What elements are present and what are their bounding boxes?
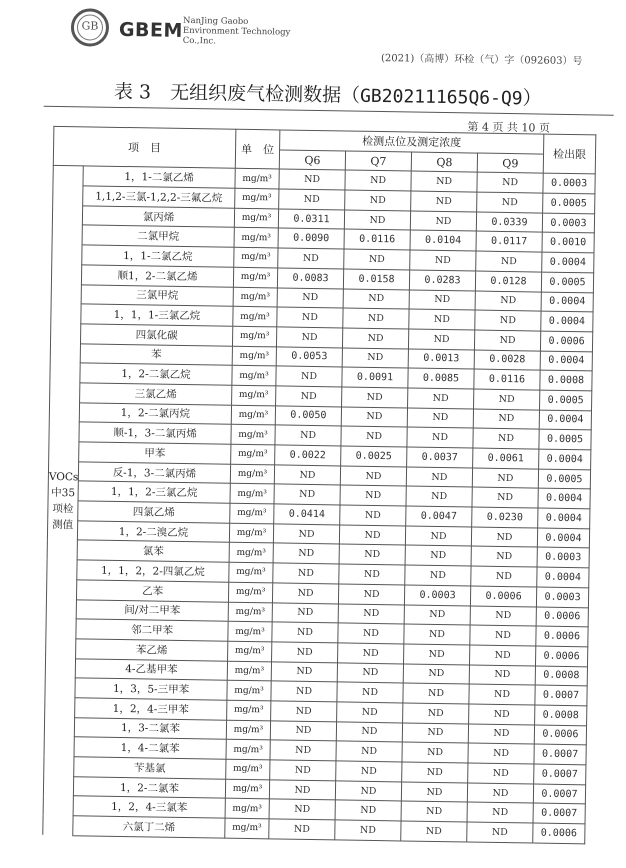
value-q8: ND: [408, 329, 474, 350]
value-q7: ND: [341, 426, 407, 447]
value-q8: ND: [407, 408, 473, 429]
value-q9: 0.0339: [476, 212, 542, 233]
detection-limit: 0.0005: [540, 390, 592, 411]
value-q8: ND: [401, 782, 467, 803]
value-q7: ND: [337, 702, 403, 723]
value-q6: ND: [269, 799, 335, 820]
value-q8: ND: [402, 762, 468, 783]
compound-name: 顺-1，3-二氯丙烯: [79, 422, 231, 444]
unit-cell: mg/m³: [234, 247, 278, 267]
value-q8: ND: [409, 309, 475, 330]
compound-name: 四氯化碳: [80, 324, 232, 346]
value-q9: ND: [472, 468, 538, 489]
value-q7: 0.0025: [341, 446, 407, 467]
value-q9: ND: [468, 743, 534, 764]
group-label-line: VOCs: [48, 470, 79, 484]
value-q8: ND: [405, 565, 471, 586]
value-q7: ND: [342, 348, 408, 369]
value-q9: ND: [468, 724, 534, 745]
logo-inner-mark: GB: [77, 14, 103, 40]
compound-name: 1，1，2-三氯乙烷: [78, 481, 230, 503]
unit-cell: mg/m³: [229, 543, 273, 563]
unit-cell: mg/m³: [231, 405, 275, 425]
value-q6: ND: [273, 563, 339, 584]
unit-cell: mg/m³: [232, 346, 276, 366]
title-prefix: 表 3 无组织废气检测数据（: [113, 80, 361, 107]
detection-limit: 0.0006: [536, 626, 588, 647]
value-q8: ND: [406, 467, 472, 488]
compound-name: 三氯乙烯: [80, 383, 232, 405]
value-q6: ND: [270, 721, 336, 742]
value-q6: ND: [276, 386, 342, 407]
unit-cell: mg/m³: [232, 365, 276, 385]
detection-limit: 0.0005: [543, 193, 595, 214]
unit-cell: mg/m³: [234, 208, 278, 228]
detection-limit: 0.0004: [541, 311, 593, 332]
compound-name: 1，2-二氯苯: [73, 776, 225, 798]
value-q6: ND: [276, 327, 342, 348]
value-q8: ND: [403, 683, 469, 704]
unit-cell: mg/m³: [229, 523, 273, 543]
unit-cell: mg/m³: [229, 562, 273, 582]
detection-limit: 0.0007: [533, 784, 585, 805]
company-line: NanJing Gaobo: [182, 15, 249, 27]
header-item: 项 目: [53, 126, 236, 168]
value-q8: 0.0283: [409, 270, 475, 291]
value-q8: 0.0037: [407, 447, 473, 468]
value-q8: ND: [405, 526, 471, 547]
detection-limit: 0.0006: [540, 331, 592, 352]
detection-limit: 0.0008: [535, 705, 587, 726]
value-q7: ND: [337, 662, 403, 683]
detection-limit: 0.0005: [538, 469, 590, 490]
value-q8: 0.0104: [410, 230, 476, 251]
value-q9: ND: [467, 822, 533, 843]
value-q9: ND: [470, 606, 536, 627]
unit-cell: mg/m³: [232, 326, 276, 346]
detection-limit: 0.0003: [542, 213, 594, 234]
value-q6: ND: [273, 543, 339, 564]
value-q9: 0.0006: [470, 586, 536, 607]
value-q9: ND: [471, 527, 537, 548]
value-q8: 0.0003: [404, 585, 470, 606]
value-q6: 0.0414: [274, 504, 340, 525]
value-q6: 0.0311: [278, 209, 344, 230]
detection-limit: 0.0004: [541, 292, 593, 313]
unit-cell: mg/m³: [225, 818, 269, 838]
compound-name: 1，4-二氯苯: [74, 737, 226, 759]
value-q6: ND: [279, 169, 345, 190]
unit-cell: mg/m³: [233, 267, 277, 287]
company-line: Environment Technology: [182, 25, 291, 38]
value-q9: ND: [477, 172, 543, 193]
value-q8: ND: [401, 821, 467, 842]
detection-limit: 0.0004: [537, 567, 589, 588]
value-q6: 0.0090: [278, 228, 344, 249]
value-q7: ND: [338, 623, 404, 644]
value-q8: ND: [404, 624, 470, 645]
value-q8: 0.0085: [408, 368, 474, 389]
value-q6: 0.0053: [276, 346, 342, 367]
value-q6: ND: [270, 760, 336, 781]
compound-name: 1，2，4-三甲苯: [75, 698, 227, 720]
unit-cell: mg/m³: [231, 425, 275, 445]
value-q7: ND: [344, 249, 410, 270]
value-q7: ND: [335, 781, 401, 802]
value-q8: ND: [410, 250, 476, 271]
unit-cell: mg/m³: [228, 602, 272, 622]
compound-name: 1，2-二氯乙烷: [80, 363, 232, 385]
value-q9: ND: [471, 566, 537, 587]
value-q7: ND: [338, 643, 404, 664]
value-q7: ND: [345, 170, 411, 191]
company-name: [183, 16, 291, 48]
table-title: [114, 77, 542, 111]
value-q9: ND: [467, 802, 533, 823]
unit-cell: mg/m³: [225, 779, 269, 799]
company-line: Co.,Inc.: [182, 35, 217, 47]
detection-limit: 0.0006: [535, 646, 587, 667]
compound-name: 1，3-二氯苯: [74, 717, 226, 739]
value-q7: ND: [338, 584, 404, 605]
value-q9: ND: [475, 291, 541, 312]
unit-cell: mg/m³: [233, 287, 277, 307]
brand-name: GBEM: [118, 18, 184, 42]
value-q7: ND: [339, 564, 405, 585]
value-q9: 0.0230: [472, 507, 538, 528]
value-q9: ND: [469, 704, 535, 725]
compound-name: 乙苯: [76, 580, 228, 602]
compound-name: 1，2-二氯丙烷: [79, 402, 231, 424]
value-q6: ND: [273, 524, 339, 545]
compound-name: 氯苯: [77, 540, 229, 562]
unit-cell: mg/m³: [228, 621, 272, 641]
value-q8: ND: [402, 723, 468, 744]
value-q6: ND: [272, 622, 338, 643]
value-q9: ND: [467, 783, 533, 804]
compound-name: 苯乙烯: [76, 639, 228, 661]
value-q7: ND: [336, 722, 402, 743]
detection-limit: 0.0004: [539, 449, 591, 470]
company-seal-logo-icon: [71, 8, 110, 47]
value-q6: 0.0083: [277, 268, 343, 289]
value-q7: 0.0158: [343, 269, 409, 290]
letterhead: [71, 6, 612, 68]
unit-cell: mg/m³: [232, 385, 276, 405]
unit-cell: mg/m³: [230, 464, 274, 484]
detection-limit: 0.0003: [537, 547, 589, 568]
value-q9: ND: [472, 487, 538, 508]
detection-limit: 0.0007: [534, 744, 586, 765]
value-q8: ND: [404, 604, 470, 625]
detection-limit: 0.0007: [535, 685, 587, 706]
compound-name: 三氯甲烷: [81, 284, 233, 306]
value-q9: 0.0116: [474, 369, 540, 390]
header-unit: 单 位: [235, 129, 280, 169]
detection-limit: 0.0004: [542, 252, 594, 273]
compound-name: 反-1，3-二氯丙烯: [78, 462, 230, 484]
value-q7: ND: [336, 741, 402, 762]
compound-name: 1，2，4-三氯苯: [73, 796, 225, 818]
value-q9: ND: [469, 684, 535, 705]
detection-limit: 0.0005: [539, 429, 591, 450]
unit-cell: mg/m³: [226, 759, 270, 779]
value-q9: ND: [474, 389, 540, 410]
unit-cell: mg/m³: [227, 700, 271, 720]
value-q7: ND: [337, 682, 403, 703]
header-point-q6: Q6: [279, 150, 345, 171]
unit-cell: mg/m³: [228, 641, 272, 661]
unit-cell: mg/m³: [230, 503, 274, 523]
compound-name: 间/对二甲苯: [76, 599, 228, 621]
unit-cell: mg/m³: [234, 228, 278, 248]
unit-cell: mg/m³: [227, 680, 271, 700]
compound-name: 1，3，5-三甲苯: [75, 678, 227, 700]
header-limit: 检出限: [543, 134, 596, 174]
value-q8: ND: [403, 664, 469, 685]
value-q9: ND: [468, 763, 534, 784]
value-q7: 0.0091: [342, 367, 408, 388]
value-q8: ND: [404, 644, 470, 665]
detection-limit: 0.0004: [538, 488, 590, 509]
value-q7: ND: [341, 407, 407, 428]
value-q8: 0.0013: [408, 349, 474, 370]
compound-name: 1，1，2，2-四氯乙烷: [77, 560, 229, 582]
value-q7: ND: [336, 761, 402, 782]
voc-data-table: [42, 126, 596, 844]
detection-limit: 0.0003: [536, 587, 588, 608]
value-q8: ND: [405, 545, 471, 566]
compound-name: 1，1，1-三氯乙烷: [81, 304, 233, 326]
compound-name: 1，2-二溴乙烷: [77, 521, 229, 543]
value-q7: ND: [340, 505, 406, 526]
value-q6: ND: [272, 583, 338, 604]
unit-cell: mg/m³: [225, 799, 269, 819]
detection-limit: 0.0004: [540, 351, 592, 372]
unit-cell: mg/m³: [233, 306, 277, 326]
value-q7: ND: [335, 820, 401, 841]
detection-limit: 0.0005: [541, 272, 593, 293]
compound-name: 甲苯: [79, 442, 231, 464]
detection-limit: 0.0010: [542, 233, 594, 254]
value-q9: 0.0117: [476, 231, 542, 252]
detection-limit: 0.0003: [543, 173, 595, 194]
value-q6: 0.0022: [275, 445, 341, 466]
value-q9: ND: [469, 665, 535, 686]
unit-cell: mg/m³: [235, 188, 279, 208]
compound-name: 六氯丁二烯: [73, 816, 225, 838]
title-suffix: ）: [522, 87, 542, 110]
value-q7: ND: [335, 800, 401, 821]
compound-name: 四氯乙烯: [78, 501, 230, 523]
value-q9: ND: [475, 310, 541, 331]
header-point-q8: Q8: [411, 152, 477, 173]
unit-cell: mg/m³: [228, 582, 272, 602]
value-q7: ND: [339, 544, 405, 565]
detection-limit: 0.0008: [540, 370, 592, 391]
value-q8: ND: [410, 211, 476, 232]
detection-limit: 0.0007: [533, 803, 585, 824]
value-q6: ND: [277, 287, 343, 308]
value-q6: ND: [274, 465, 340, 486]
detection-limit: 0.0004: [538, 508, 590, 529]
group-label-line: 中35: [51, 486, 76, 500]
value-q7: ND: [342, 328, 408, 349]
header-points-group: 检测点位及测定浓度: [280, 130, 544, 154]
value-q6: ND: [277, 307, 343, 328]
value-q7: ND: [343, 288, 409, 309]
detection-limit: 0.0008: [535, 666, 587, 687]
value-q9: ND: [473, 428, 539, 449]
compound-name: 苄基氯: [74, 757, 226, 779]
value-q6: ND: [272, 602, 338, 623]
detection-limit: 0.0004: [537, 528, 589, 549]
group-label-line: 测值: [52, 518, 74, 532]
value-q9: ND: [476, 251, 542, 272]
table-body: [43, 166, 595, 844]
value-q7: ND: [345, 190, 411, 211]
value-q6: ND: [272, 642, 338, 663]
compound-name: 1，1-二氯乙烷: [82, 245, 234, 267]
value-q7: ND: [343, 308, 409, 329]
compound-name: 苯: [80, 343, 232, 365]
value-q6: ND: [269, 819, 335, 840]
report-code: GB20211165Q6-Q9: [359, 85, 523, 110]
compound-name: 1,1,2-三氯-1,2,2-三氟乙烷: [83, 186, 235, 208]
group-label-line: 项检: [52, 502, 74, 516]
value-q6: ND: [271, 661, 337, 682]
value-q8: ND: [403, 703, 469, 724]
compound-name: 4-乙基甲苯: [75, 658, 227, 680]
value-q8: ND: [401, 801, 467, 822]
value-q6: ND: [271, 701, 337, 722]
value-q6: ND: [275, 425, 341, 446]
unit-cell: mg/m³: [231, 444, 275, 464]
value-q6: ND: [279, 189, 345, 210]
value-q7: ND: [344, 210, 410, 231]
compound-name: 邻二甲苯: [76, 619, 228, 641]
value-q9: 0.0028: [474, 350, 540, 371]
document-number: (2021)（高博）环检（气）字（092603）号: [380, 53, 583, 68]
value-q8: 0.0047: [406, 506, 472, 527]
unit-cell: mg/m³: [226, 739, 270, 759]
value-q7: ND: [340, 466, 406, 487]
value-q6: ND: [271, 681, 337, 702]
value-q6: ND: [270, 740, 336, 761]
value-q7: ND: [338, 603, 404, 624]
unit-cell: mg/m³: [235, 169, 279, 189]
value-q8: ND: [408, 388, 474, 409]
value-q8: ND: [402, 742, 468, 763]
value-q8: ND: [409, 290, 475, 311]
compound-name: 氯丙烯: [82, 206, 234, 228]
detection-limit: 0.0006: [533, 823, 585, 844]
value-q9: ND: [477, 192, 543, 213]
value-q8: ND: [411, 171, 477, 192]
header-point-q9: Q9: [477, 153, 543, 174]
header-point-q7: Q7: [345, 151, 411, 172]
detection-limit: 0.0006: [534, 725, 586, 746]
compound-name: 顺1，2-二氯乙烯: [81, 265, 233, 287]
value-q8: ND: [411, 191, 477, 212]
value-q8: ND: [407, 427, 473, 448]
value-q9: ND: [474, 330, 540, 351]
unit-cell: mg/m³: [226, 720, 270, 740]
detection-limit: 0.0006: [536, 607, 588, 628]
value-q9: ND: [471, 546, 537, 567]
page-info: 第 4 页 共 10 页: [467, 120, 551, 135]
compound-name: 二氯甲烷: [82, 225, 234, 247]
value-q9: 0.0128: [475, 271, 541, 292]
value-q9: ND: [473, 409, 539, 430]
detection-limit: 0.0004: [539, 410, 591, 431]
detection-limit: 0.0007: [534, 764, 586, 785]
unit-cell: mg/m³: [227, 661, 271, 681]
value-q7: 0.0116: [344, 229, 410, 250]
unit-cell: mg/m³: [230, 484, 274, 504]
compound-name: 1，1-二氯乙烯: [83, 166, 235, 188]
value-q6: ND: [278, 248, 344, 269]
value-q9: 0.0061: [473, 448, 539, 469]
value-q9: ND: [470, 645, 536, 666]
value-q6: ND: [269, 780, 335, 801]
value-q7: ND: [339, 525, 405, 546]
value-q6: ND: [276, 366, 342, 387]
value-q9: ND: [470, 625, 536, 646]
value-q7: ND: [342, 387, 408, 408]
value-q7: ND: [340, 485, 406, 506]
value-q6: ND: [274, 484, 340, 505]
value-q6: 0.0050: [275, 406, 341, 427]
value-q8: ND: [406, 486, 472, 507]
